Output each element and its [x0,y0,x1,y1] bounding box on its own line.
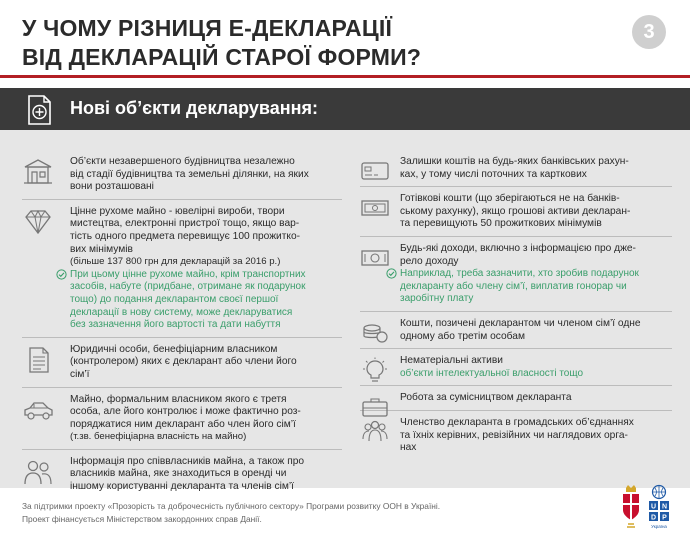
list-item [360,386,672,411]
item-text-line: Будь-які доходи, включно з інформацією про дже- [400,242,636,254]
item-small-text: (більше 137 800 грн для декларацій за 2016 р.) [70,256,281,268]
undp-country: Україна [651,524,667,529]
item-text-line: Цінне рухоме майно - ювелірні вироби, твори [70,205,285,217]
note-line: Наприклад, треба зазначити, хто зробив подарунок [400,268,639,280]
note-line: засобів, набуте (придбане, отримане як подарунок [70,281,306,293]
item-text-line: ському рахунку), якщо грошові активи декларан- [400,205,631,217]
coins-icon [360,320,392,348]
list-item [22,150,342,200]
footer-line-1: За підтримки проекту «Прозорість та доброчесність публічного сектору» Програми розвитку ООН в Україні. [22,501,441,511]
section-title: Нові об’єкти декларування: [70,98,318,118]
undp-letter-d: D [650,514,657,522]
item-text-line: власників майна, яке знаходиться в оренді чи [70,468,287,480]
list-item [360,237,672,312]
item-text-line: Інформація про співвласників майна, а також про [70,455,305,467]
list-item [360,411,672,460]
item-text-line: ках, у тому числі поточних та карткових [400,168,587,180]
page-title [22,14,582,72]
page-number-badge: 3 [632,15,666,49]
item-text-line: від стадії будівництва та земельні ділянки, на яких [70,168,309,180]
note-line: заробітну плату [400,293,474,305]
item-text-line: Членство декларанта в громадських об’єднаннях [400,416,634,428]
diamond-icon [22,208,54,236]
list-item [360,312,672,349]
item-text-line: Кошти, позичені декларантом чи членом сім’ї одне [400,317,641,329]
item-small-text: (т.зв. бенефіціарна власність на майно) [70,431,247,443]
item-text-line: Готівкові кошти (що зберігаються не на банків- [400,193,620,205]
item-text-line: Юридичні особи, бенефіціарним власником [70,343,278,355]
item-text-line: одному або третім особам [400,330,525,342]
cash-icon [360,195,392,223]
item-note [400,268,672,306]
note-line: декларанту або члену сім’ї, виплатив гонорар чи [400,280,627,292]
item-text-line: тість одного предмета перевищує 100 прожитко- [70,230,301,242]
item-text-line: Об’єкти незавершеного будівництва незалежно [70,156,295,167]
undp-letter-p: P [662,514,667,522]
list-item [22,338,342,388]
title-line-2: ВІД ДЕКЛАРАЦІЙ СТАРОЇ ФОРМИ? [22,44,422,70]
note-line: об’єкти інтелектуальної власності тощо [400,367,584,379]
item-text-line: рело доходу [400,255,459,267]
building-icon [22,158,54,186]
document-lines-icon [22,346,54,374]
check-circle-icon [56,269,67,280]
denmark-emblem-logo [620,484,642,532]
right-column [360,150,672,460]
footer-line-2: Проект фінансується Міністерством закордонних справ Данії. [22,514,262,524]
list-item [360,187,672,237]
item-text-line: нах [400,442,417,454]
item-text-line: та їхніх керівних, ревізійних чи наглядових орга- [400,429,628,441]
note-line: При цьому цінне рухоме майно, крім транспортних [70,268,306,280]
lightbulb-icon [360,357,392,385]
check-circle-icon [386,268,397,279]
item-text-line: Залишки коштів на будь-яких банківських рахун- [400,156,629,167]
item-text-line: іншому користуванні декларанта та членів сім’ї [70,481,294,493]
item-text-line: мистецтва, електронні пристрої тощо, якщо вар- [70,218,300,230]
item-text-line: (контролером) яких є декларант або члени його [70,356,297,368]
item-text-line: вони розташовані [70,181,154,193]
bank-card-icon [360,158,392,186]
car-icon [22,396,54,424]
item-note [400,368,672,381]
item-text-line: особа, але його контролює і може фактично роз- [70,406,301,418]
list-item [22,200,342,338]
item-text-line: та перевищують 50 прожиткових мінімумів [400,218,602,230]
people-icon [22,458,54,486]
item-text-line: поряджатися ним декларант або член його сім’ї [70,418,296,430]
item-note [70,269,342,332]
undp-letter-n: N [661,503,668,511]
title-line-1: У ЧОМУ РІЗНИЦЯ Е-ДЕКЛАРАЦІЇ [22,15,392,41]
list-item [360,150,672,187]
accent-divider [0,75,690,78]
footer-credits [22,500,582,526]
undp-logo [648,484,670,536]
item-text-line: вих мінімумів [70,243,133,255]
item-text-line: Нематеріальні активи [400,355,503,367]
note-line: тощо) до подання декларантом своєї першої [70,293,279,305]
left-column [22,150,342,499]
document-plus-icon [22,93,56,127]
note-line: без зазначення його вартості та дати набуття [70,319,281,331]
list-item [22,450,342,499]
item-text-line: Робота за сумісництвом декларанта [400,392,572,404]
item-text-line: сім’ї [70,368,90,380]
group-icon [360,419,392,447]
list-item [360,349,672,386]
item-text-line: Майно, формальним власником якого є третя [70,393,287,405]
list-item [22,388,342,450]
note-line: декларації в нову систему, може декларуватися [70,306,293,318]
undp-letter-u: U [650,503,657,511]
